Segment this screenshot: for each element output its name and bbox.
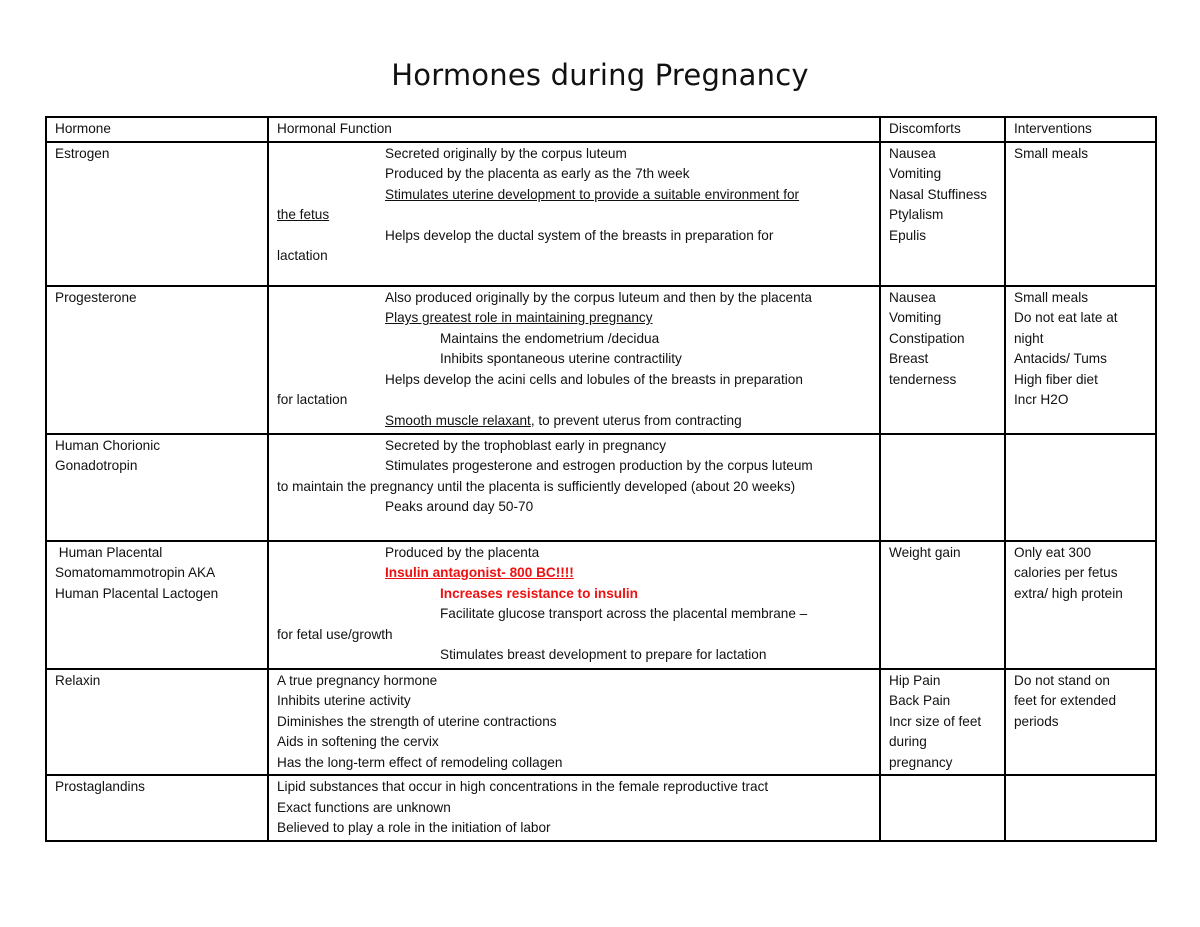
function-line: Secreted originally by the corpus luteum	[385, 145, 627, 161]
discomforts-cell	[880, 286, 1005, 434]
intervention-item: Small meals	[1014, 145, 1089, 161]
discomforts-cell	[880, 669, 1005, 776]
discomforts-cell	[880, 434, 1005, 541]
function-line	[277, 411, 871, 432]
hormonal-function-cell	[268, 434, 880, 541]
intervention-item: feet for extended	[1014, 693, 1117, 708]
function-line: lactation	[277, 248, 328, 263]
function-line: Stimulates breast development to prepare for lactation	[440, 647, 767, 662]
function-line: for fetal use/growth	[277, 626, 393, 642]
discomforts-cell	[880, 775, 1005, 841]
hormone-name-line: Gonadotropin	[55, 458, 138, 473]
header-hormone: Hormone	[46, 117, 268, 142]
discomfort-item: Constipation	[889, 330, 965, 346]
interventions-cell	[1005, 541, 1156, 669]
table-row-hpl	[46, 541, 1156, 669]
hormonal-function-cell	[268, 286, 880, 434]
intervention-item: extra/ high protein	[1014, 585, 1123, 601]
page-title: Hormones during Pregnancy	[391, 58, 809, 92]
function-line: Also produced originally by the corpus luteum and then by the placenta	[385, 289, 812, 305]
discomfort-item: Vomiting	[889, 166, 942, 181]
discomfort-item: tenderness	[889, 371, 957, 387]
function-line-highlight: Insulin antagonist- 800 BC!!!!	[385, 565, 574, 580]
hormone-name: Progesterone	[46, 286, 268, 434]
hormonal-function-cell	[268, 541, 880, 669]
function-line: Secreted by the trophoblast early in pregnancy	[385, 437, 667, 453]
function-line: Lipid substances that occur in high concentrations in the female reproductive tract	[277, 779, 769, 794]
discomfort-item: pregnancy	[889, 754, 953, 770]
table-header-row	[46, 117, 1156, 142]
hormone-name-line: Human Placental Lactogen	[55, 585, 219, 601]
discomfort-item: Vomiting	[889, 310, 942, 325]
function-line: Diminishes the strength of uterine contractions	[277, 713, 557, 729]
header-interventions: Interventions	[1005, 117, 1156, 142]
intervention-item: High fiber diet	[1014, 371, 1098, 387]
hormone-name-line: Human Placental	[55, 544, 163, 560]
discomfort-item: Breast	[889, 351, 929, 366]
hormone-name: Prostaglandins	[46, 775, 268, 841]
function-line: the fetus	[277, 207, 330, 222]
table-row-prostaglandins	[46, 775, 1156, 841]
function-line: Inhibits uterine activity	[277, 693, 411, 708]
function-line: Facilitate glucose transport across the placental membrane –	[440, 606, 808, 621]
discomfort-item: during	[889, 734, 927, 749]
intervention-item: night	[1014, 330, 1044, 346]
function-line: Believed to play a role in the initiation of labor	[277, 820, 551, 835]
function-line: Stimulates progesterone and estrogen production by the corpus luteum	[385, 458, 813, 473]
function-line: Peaks around day 50-70	[385, 499, 534, 514]
function-line: Produced by the placenta	[385, 544, 540, 560]
hormonal-function-cell	[268, 775, 880, 841]
discomfort-item: Nausea	[889, 289, 936, 305]
hormonal-function-cell	[268, 142, 880, 286]
interventions-cell	[1005, 142, 1156, 286]
discomforts-cell	[880, 142, 1005, 286]
function-line: Stimulates uterine development to provide a suitable environment for	[385, 186, 800, 202]
function-line: to maintain the pregnancy until the placenta is sufficiently developed (about 20 weeks)	[277, 478, 796, 494]
intervention-item: Incr H2O	[1014, 392, 1069, 407]
intervention-item: Only eat 300	[1014, 544, 1092, 560]
interventions-cell	[1005, 434, 1156, 541]
function-line: A true pregnancy hormone	[277, 672, 438, 688]
discomfort-item: Hip Pain	[889, 672, 941, 688]
intervention-item: Small meals	[1014, 289, 1089, 305]
intervention-item: calories per fetus	[1014, 565, 1118, 580]
intervention-item: Antacids/ Tums	[1014, 351, 1107, 366]
hormone-name	[46, 434, 268, 541]
discomfort-item: Weight gain	[889, 544, 961, 560]
discomfort-item: Nausea	[889, 145, 936, 161]
discomfort-item: Incr size of feet	[889, 713, 982, 729]
function-line: Aids in softening the cervix	[277, 734, 439, 749]
header-hormonal-function: Hormonal Function	[268, 117, 880, 142]
function-line: Produced by the placenta as early as the 7th week	[385, 166, 690, 181]
intervention-item: periods	[1014, 713, 1059, 729]
function-line: Helps develop the acini cells and lobules of the breasts in preparation	[385, 371, 803, 387]
table-row-progesterone	[46, 286, 1156, 434]
hormone-name: Relaxin	[46, 669, 268, 776]
hormone-table	[45, 116, 1157, 842]
hormone-name-line: Somatomammotropin AKA	[55, 565, 216, 580]
function-line: Plays greatest role in maintaining pregnancy	[385, 310, 653, 325]
table-row-estrogen	[46, 142, 1156, 286]
hormonal-function-cell	[268, 669, 880, 776]
function-line: Inhibits spontaneous uterine contractility	[440, 351, 682, 366]
header-discomforts: Discomforts	[880, 117, 1005, 142]
function-line: for lactation	[277, 392, 348, 407]
interventions-cell	[1005, 775, 1156, 841]
interventions-cell	[1005, 286, 1156, 434]
function-line: Exact functions are unknown	[277, 799, 451, 815]
discomforts-cell	[880, 541, 1005, 669]
discomfort-item: Epulis	[889, 227, 927, 243]
hormone-name: Estrogen	[46, 142, 268, 286]
intervention-item: Do not stand on	[1014, 672, 1110, 688]
interventions-cell	[1005, 669, 1156, 776]
function-line: Has the long-term effect of remodeling collagen	[277, 754, 563, 770]
discomfort-item: Ptylalism	[889, 207, 944, 222]
discomfort-item: Back Pain	[889, 693, 951, 708]
function-line-underlined: Smooth muscle relaxant	[385, 412, 531, 428]
table-row-hcg	[46, 434, 1156, 541]
intervention-item: Do not eat late at	[1014, 310, 1118, 325]
function-line: Maintains the endometrium /decidua	[440, 330, 660, 346]
function-line: Helps develop the ductal system of the breasts in preparation for	[385, 227, 774, 243]
hormone-name	[46, 541, 268, 669]
function-line-rest: , to prevent uterus from contracting	[530, 412, 742, 428]
hormone-name-line: Human Chorionic	[55, 437, 161, 453]
function-line-highlight: Increases resistance to insulin	[440, 585, 638, 601]
table-row-relaxin	[46, 669, 1156, 776]
discomfort-item: Nasal Stuffiness	[889, 186, 987, 202]
